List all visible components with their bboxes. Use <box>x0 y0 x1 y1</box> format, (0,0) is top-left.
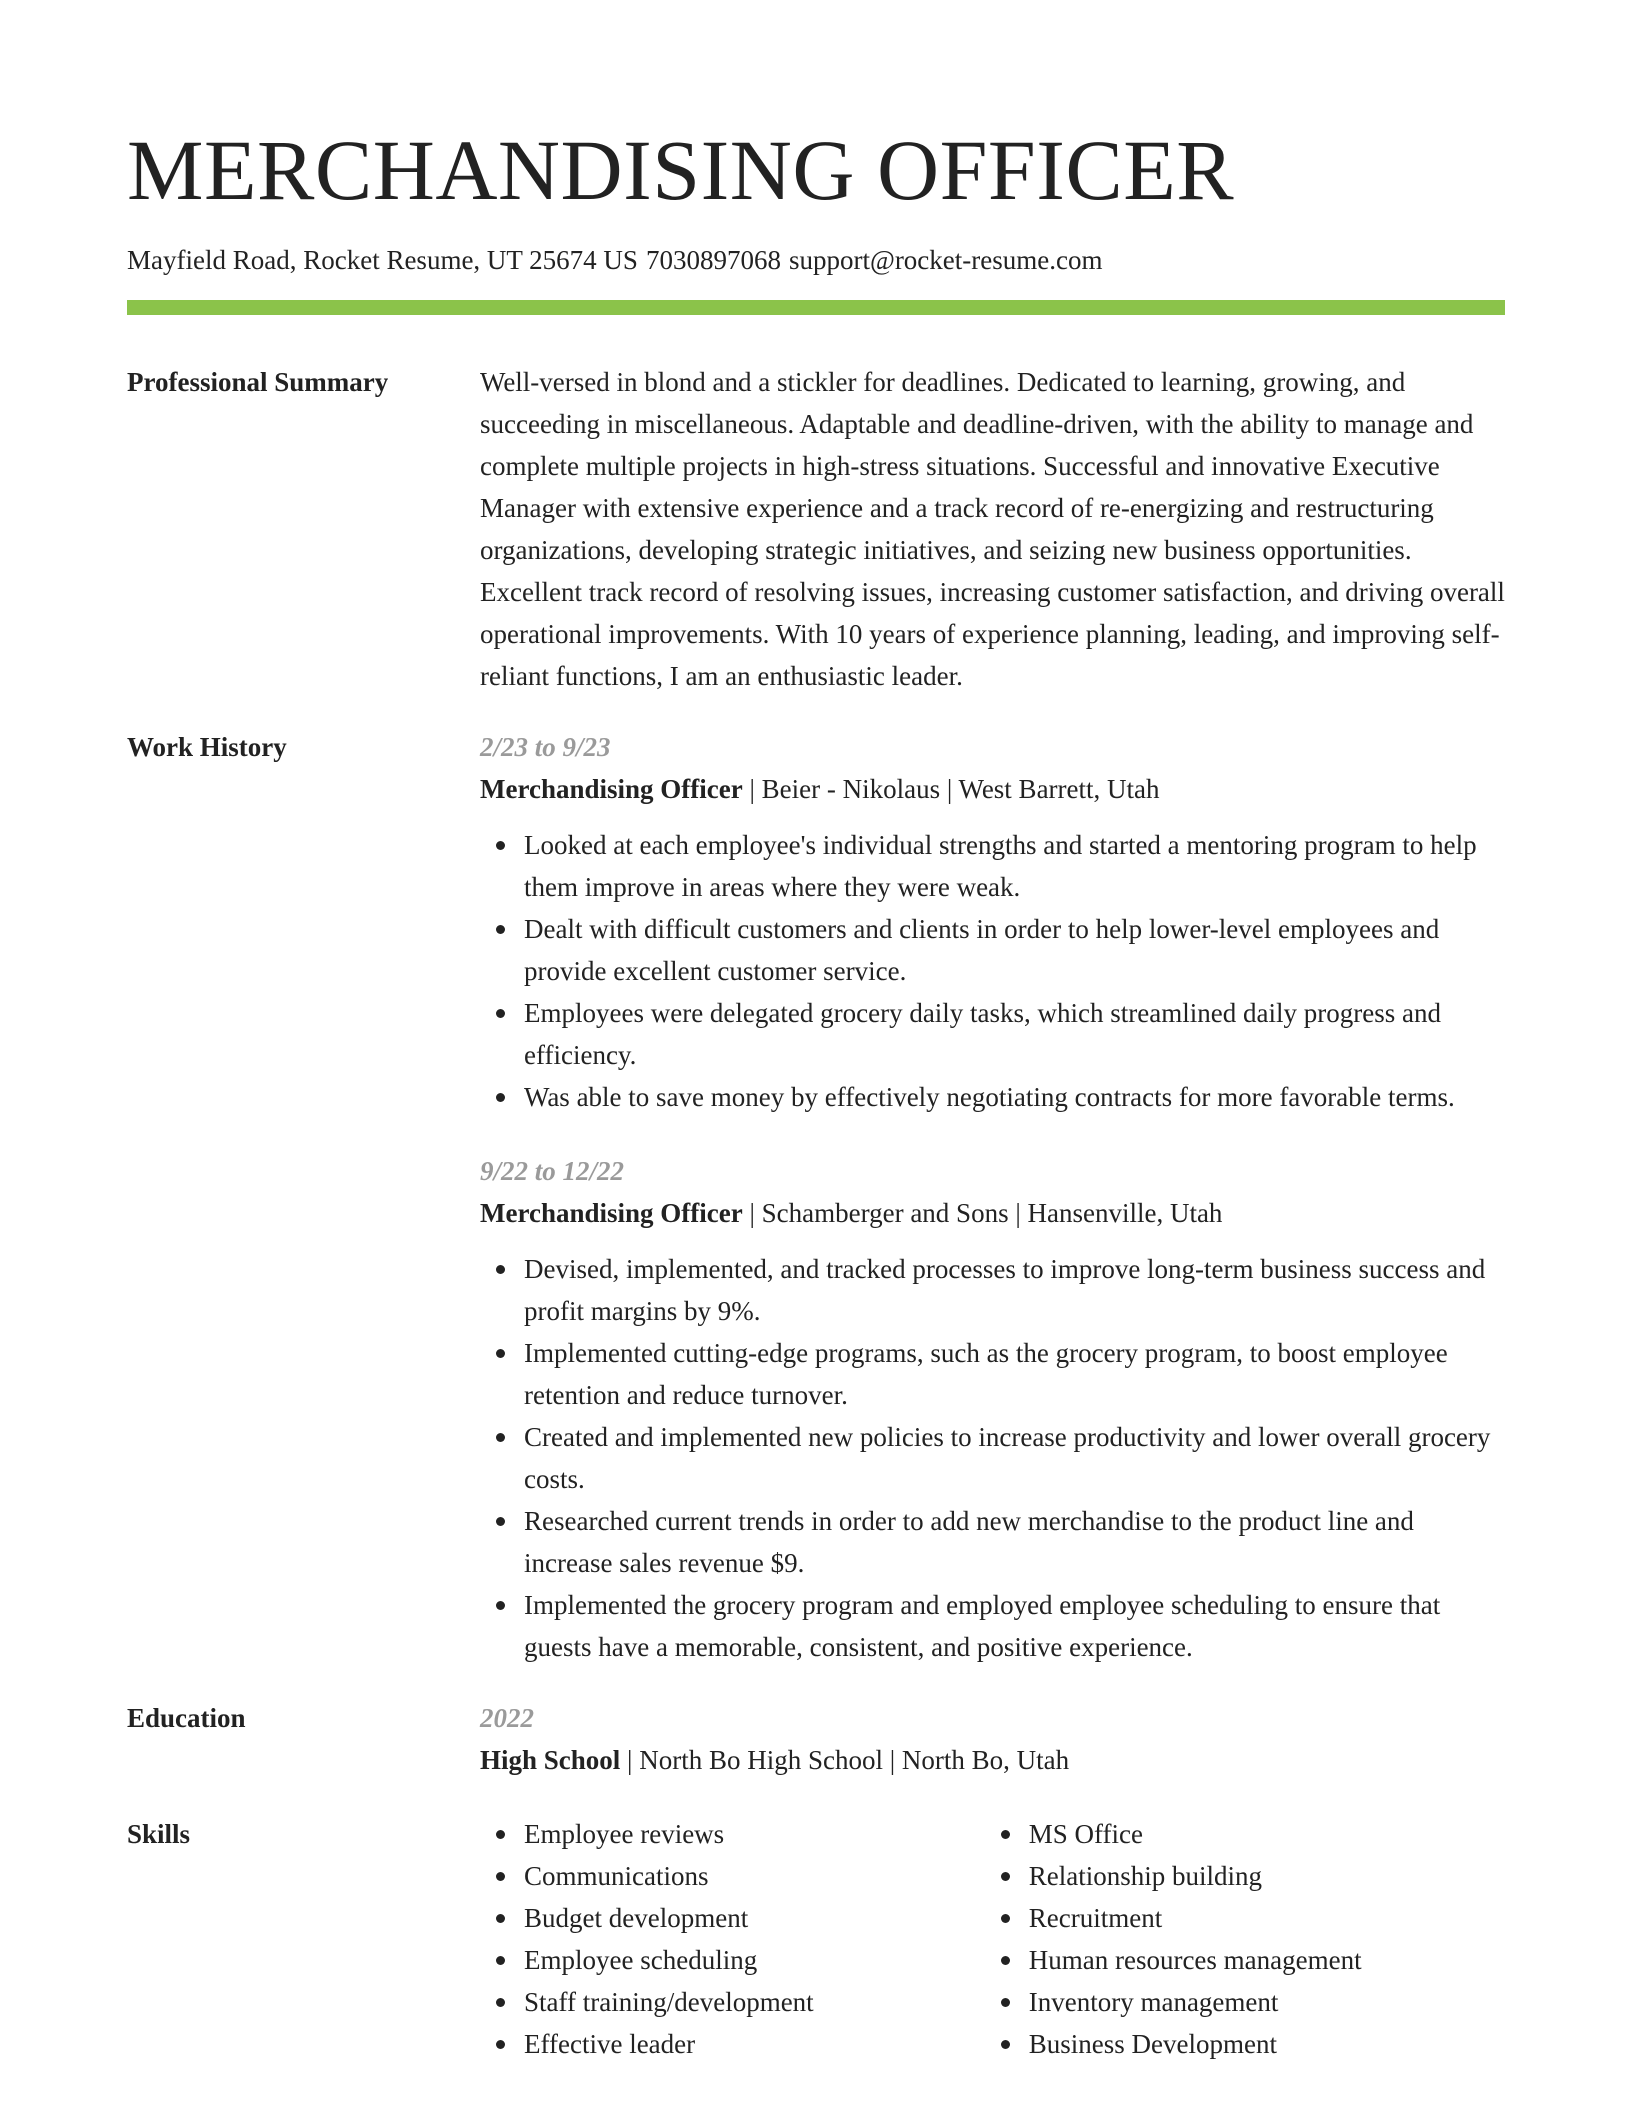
skill-item: Employee scheduling <box>524 1939 985 1981</box>
job-company-location: | Beier - Nikolaus | West Barrett, Utah <box>742 774 1160 804</box>
education-section <box>127 1697 1505 1781</box>
job-title: Merchandising Officer <box>480 774 743 804</box>
education-school-location: | North Bo High School | North Bo, Utah <box>620 1745 1070 1775</box>
skill-item: Effective leader <box>524 2023 985 2065</box>
skill-item: Business Development <box>1029 2023 1505 2065</box>
job-duty: Implemented cutting-edge programs, such as the grocery program, to boost employee retention and reduce turnover. <box>524 1332 1505 1416</box>
resume-page <box>127 0 1505 2065</box>
job-title: Merchandising Officer <box>480 1198 743 1228</box>
education-year: 2022 <box>480 1703 534 1733</box>
education-body <box>480 1697 1505 1781</box>
job-duty: Looked at each employee's individual strengths and started a mentoring program to help them improve in areas where they were weak. <box>524 824 1505 908</box>
skill-item: MS Office <box>1029 1813 1505 1855</box>
skill-item: Inventory management <box>1029 1981 1505 2023</box>
job-duty: Created and implemented new policies to increase productivity and lower overall grocery costs. <box>524 1416 1505 1500</box>
summary-heading: Professional Summary <box>127 367 389 397</box>
skill-item: Human resources management <box>1029 1939 1505 1981</box>
job-duty: Researched current trends in order to add new merchandise to the product line and increase sales revenue $9. <box>524 1500 1505 1584</box>
job-role-line <box>480 768 1505 810</box>
work-history-section <box>127 726 1505 1668</box>
skills-section <box>127 1813 1505 2065</box>
skill-item: Communications <box>524 1855 985 1897</box>
skills-list-left <box>480 1813 985 2065</box>
job-duty: Was able to save money by effectively negotiating contracts for more favorable terms. <box>524 1076 1505 1118</box>
education-line <box>480 1739 1505 1781</box>
education-degree: High School <box>480 1745 621 1775</box>
job-duty: Implemented the grocery program and employed employee scheduling to ensure that guests have a memorable, consistent, and positive experience. <box>524 1584 1505 1668</box>
summary-text: Well-versed in blond and a stickler for deadlines. Dedicated to learning, growing, and succeeding in miscellaneous. Adaptable and deadline-driven, with the ability to manage and complete multiple projects in high-stress situations. Successful and innovative Executive Manager with extensive experience and a track record of re-energizing and restructuring organizations, developing strategic initiatives, and seizing new business opportunities. Excellent track record of resolving issues, increasing customer satisfaction, and driving overall operational improvements. With 10 years of experience planning, leading, and improving self-reliant functions, I am an enthusiastic leader. <box>480 367 1505 691</box>
job-company-location: | Schamberger and Sons | Hansenville, Utah <box>742 1198 1223 1228</box>
skill-item: Budget development <box>524 1897 985 1939</box>
header-divider <box>127 300 1505 315</box>
job-dates: 2/23 to 9/23 <box>480 732 611 762</box>
contact-email: support@rocket-resume.com <box>788 245 1103 275</box>
contact-address: Mayfield Road, Rocket Resume, UT 25674 US <box>127 245 638 275</box>
job-duties-list <box>480 824 1505 1118</box>
job-entry <box>480 1150 1505 1668</box>
job-entry <box>480 726 1505 1118</box>
contact-line <box>127 242 1505 278</box>
skill-item: Recruitment <box>1029 1897 1505 1939</box>
work-history-heading: Work History <box>127 732 287 762</box>
skill-item: Employee reviews <box>524 1813 985 1855</box>
job-dates: 9/22 to 12/22 <box>480 1156 625 1186</box>
job-duties-list <box>480 1248 1505 1668</box>
skill-item: Relationship building <box>1029 1855 1505 1897</box>
candidate-name: MERCHANDISING OFFICER <box>127 122 1235 218</box>
skills-heading: Skills <box>127 1819 191 1849</box>
education-heading: Education <box>127 1703 246 1733</box>
skills-list-right <box>985 1813 1505 2065</box>
summary-section <box>127 361 1505 697</box>
contact-phone: 7030897068 <box>645 245 781 275</box>
summary-body <box>480 361 1505 697</box>
job-duty: Devised, implemented, and tracked processes to improve long-term business success and profit margins by 9%. <box>524 1248 1505 1332</box>
job-role-line <box>480 1192 1505 1234</box>
work-history-body <box>480 726 1505 1668</box>
job-duty: Employees were delegated grocery daily tasks, which streamlined daily progress and efficiency. <box>524 992 1505 1076</box>
skills-columns <box>480 1813 1505 2065</box>
job-duty: Dealt with difficult customers and clients in order to help lower-level employees and provide excellent customer service. <box>524 908 1505 992</box>
skills-body <box>480 1813 1505 2065</box>
skill-item: Staff training/development <box>524 1981 985 2023</box>
